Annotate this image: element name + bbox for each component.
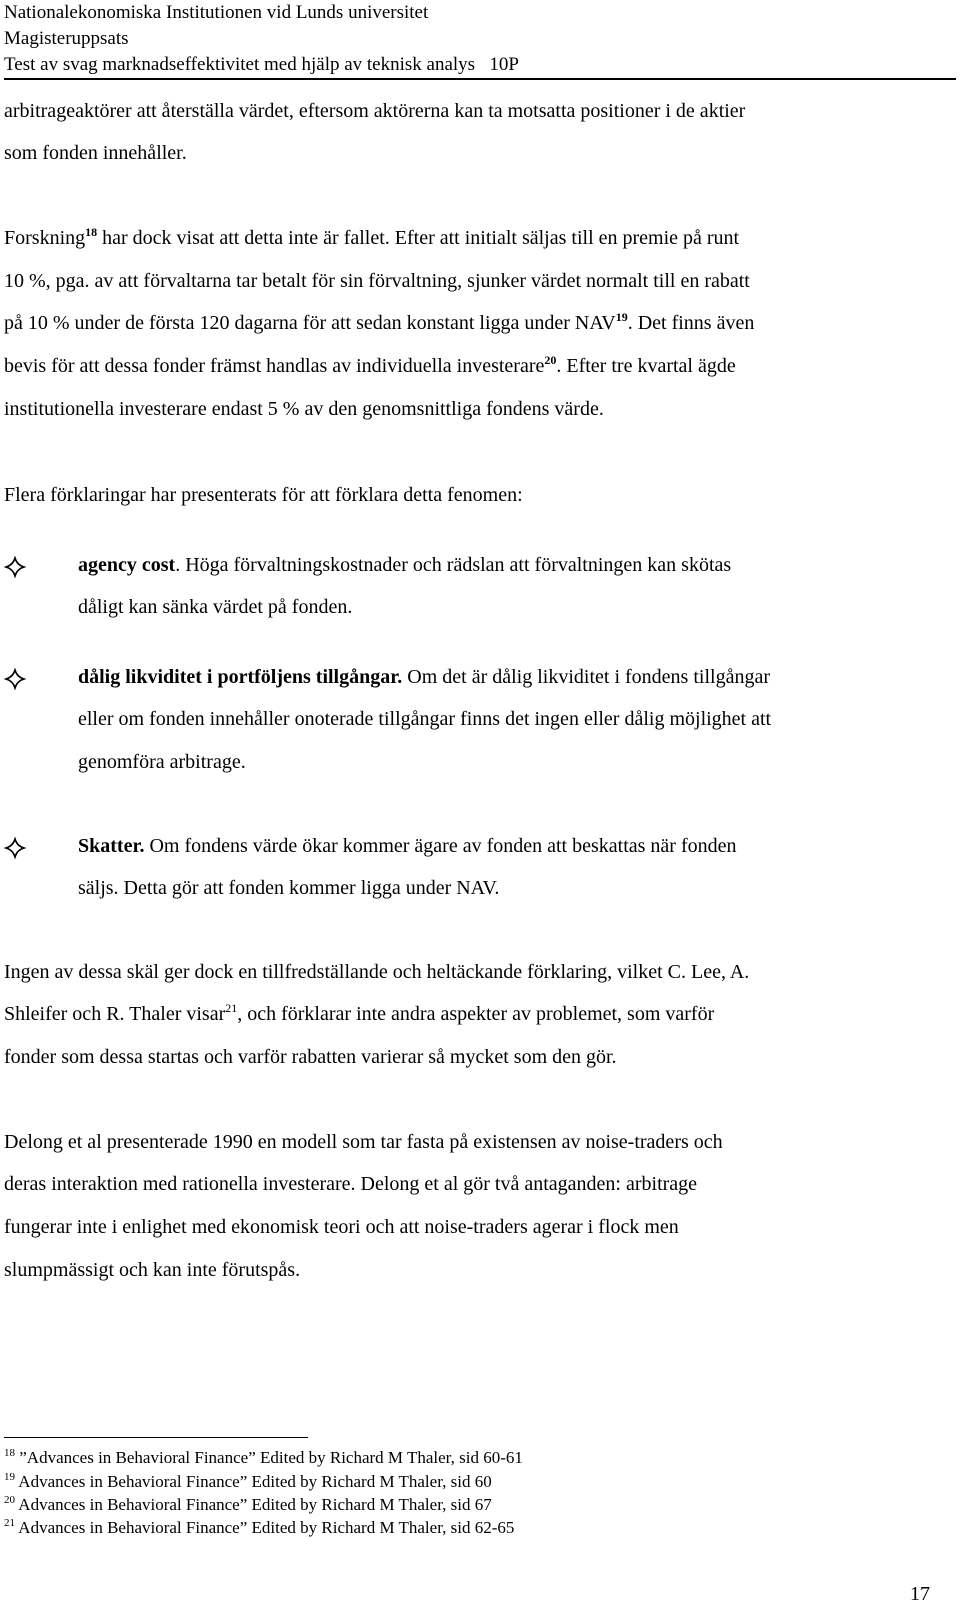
text-span: . Efter tre kvartal ägde: [556, 355, 736, 377]
paragraph-line: institutionella investerare endast 5 % av den genomsnittliga fondens värde.: [4, 398, 604, 420]
footnote-number: 19: [4, 1471, 15, 1483]
bullet-heading: agency cost: [78, 554, 176, 576]
footnote-text: Advances in Behavioral Finance” Edited by Richard M Thaler, sid 62-65: [15, 1518, 515, 1537]
paragraph-line: fonder som dessa startas och varför rabatten varierar så mycket som den gör.: [4, 1046, 617, 1068]
footnote-ref-21: 21: [225, 1001, 238, 1015]
footnote-divider: [4, 1437, 308, 1438]
header-divider: [4, 78, 956, 80]
text-span: , och förklarar inte andra aspekter av problemet, som varför: [237, 1003, 715, 1025]
bullet-line: [78, 835, 737, 858]
paragraph-line: deras interaktion med rationella investerare. Delong et al gör två antaganden: arbitrage: [4, 1173, 698, 1195]
bullet-line: dåligt kan sänka värdet på fonden.: [78, 596, 353, 618]
footnote-ref-18: 18: [85, 225, 98, 239]
paragraph-line: Flera förklaringar har presenterats för att förklara detta fenomen:: [4, 484, 523, 506]
footnote-number: 18: [4, 1447, 15, 1459]
paragraph-line: slumpmässigt och kan inte förutspås.: [4, 1259, 301, 1281]
text-span: Shleifer och R. Thaler visar: [4, 1003, 226, 1025]
paragraph-line: fungerar inte i enlighet med ekonomisk teori och att noise-traders agerar i flock men: [4, 1216, 679, 1238]
text-span: på 10 % under de första 120 dagarna för att sedan konstant ligga under NAV: [4, 312, 616, 334]
footnote-ref-19: 19: [615, 310, 628, 324]
header-institution: Nationalekonomiska Institutionen vid Lunds universitet: [4, 2, 429, 23]
text-span: Forskning: [4, 227, 86, 249]
bullet-heading: Skatter.: [78, 835, 145, 857]
text-span: bevis för att dessa fonder främst handlas av individuella investerare: [4, 355, 545, 377]
bullet-line: eller om fonden innehåller onoterade tillgångar finns det ingen eller dålig möjlighet att: [78, 708, 772, 730]
header-title: Test av svag marknadseffektivitet med hjälp av teknisk analys: [4, 54, 476, 75]
paragraph-line: [4, 227, 739, 250]
diamond-bullet-icon: [4, 556, 26, 578]
footnote-text: ”Advances in Behavioral Finance” Edited by Richard M Thaler, sid 60-61: [15, 1448, 523, 1467]
diamond-bullet-icon: [4, 837, 26, 859]
footnote-number: 20: [4, 1494, 15, 1506]
paragraph-line: som fonden innehåller.: [4, 142, 187, 164]
footnote-19: [4, 1472, 492, 1492]
bullet-line: [78, 666, 770, 689]
bullet-line: säljs. Detta gör att fonden kommer ligga under NAV.: [78, 877, 500, 899]
paragraph-line: [4, 1003, 714, 1026]
footnote-number: 21: [4, 1517, 15, 1529]
diamond-bullet-icon: [4, 668, 26, 690]
bullet-line: [78, 554, 731, 577]
footnote-18: [4, 1448, 523, 1468]
page-number: 17: [910, 1583, 930, 1605]
paragraph-line: Ingen av dessa skäl ger dock en tillfredställande och heltäckande förklaring, vilket C. Lee, A.: [4, 961, 750, 983]
header-document-type: Magisteruppsats: [4, 28, 129, 49]
header-credits: 10P: [489, 54, 519, 75]
bullet-line: genomföra arbitrage.: [78, 751, 246, 773]
paragraph-line: arbitrageaktörer att återställa värdet, eftersom aktörerna kan ta motsatta positioner i de aktier: [4, 100, 746, 122]
page-header: [4, 0, 956, 78]
text-span: . Det finns även: [627, 312, 755, 334]
header-title-row: [4, 52, 956, 78]
footnote-ref-20: 20: [544, 353, 557, 367]
paragraph-line: 10 %, pga. av att förvaltarna tar betalt för sin förvaltning, sjunker värdet normalt till en rabatt: [4, 270, 750, 292]
paragraph-line: Delong et al presenterade 1990 en modell som tar fasta på existensen av noise-traders och: [4, 1131, 723, 1153]
paragraph-line: [4, 312, 754, 335]
bullet-heading: dålig likviditet i portföljens tillgångar.: [78, 666, 403, 688]
text-span: Om det är dålig likviditet i fondens tillgångar: [402, 666, 770, 688]
paragraph-line: [4, 355, 736, 378]
text-span: har dock visat att detta inte är fallet. Efter att initialt säljas till en premie på runt: [97, 227, 740, 249]
footnote-text: Advances in Behavioral Finance” Edited by Richard M Thaler, sid 67: [15, 1495, 492, 1514]
footnote-20: [4, 1495, 492, 1515]
text-span: Om fondens värde ökar kommer ägare av fonden att beskattas när fonden: [144, 835, 737, 857]
footnote-text: Advances in Behavioral Finance” Edited by Richard M Thaler, sid 60: [15, 1472, 492, 1491]
text-span: . Höga förvaltningskostnader och rädslan att förvaltningen kan skötas: [175, 554, 732, 576]
footnote-21: [4, 1518, 514, 1538]
